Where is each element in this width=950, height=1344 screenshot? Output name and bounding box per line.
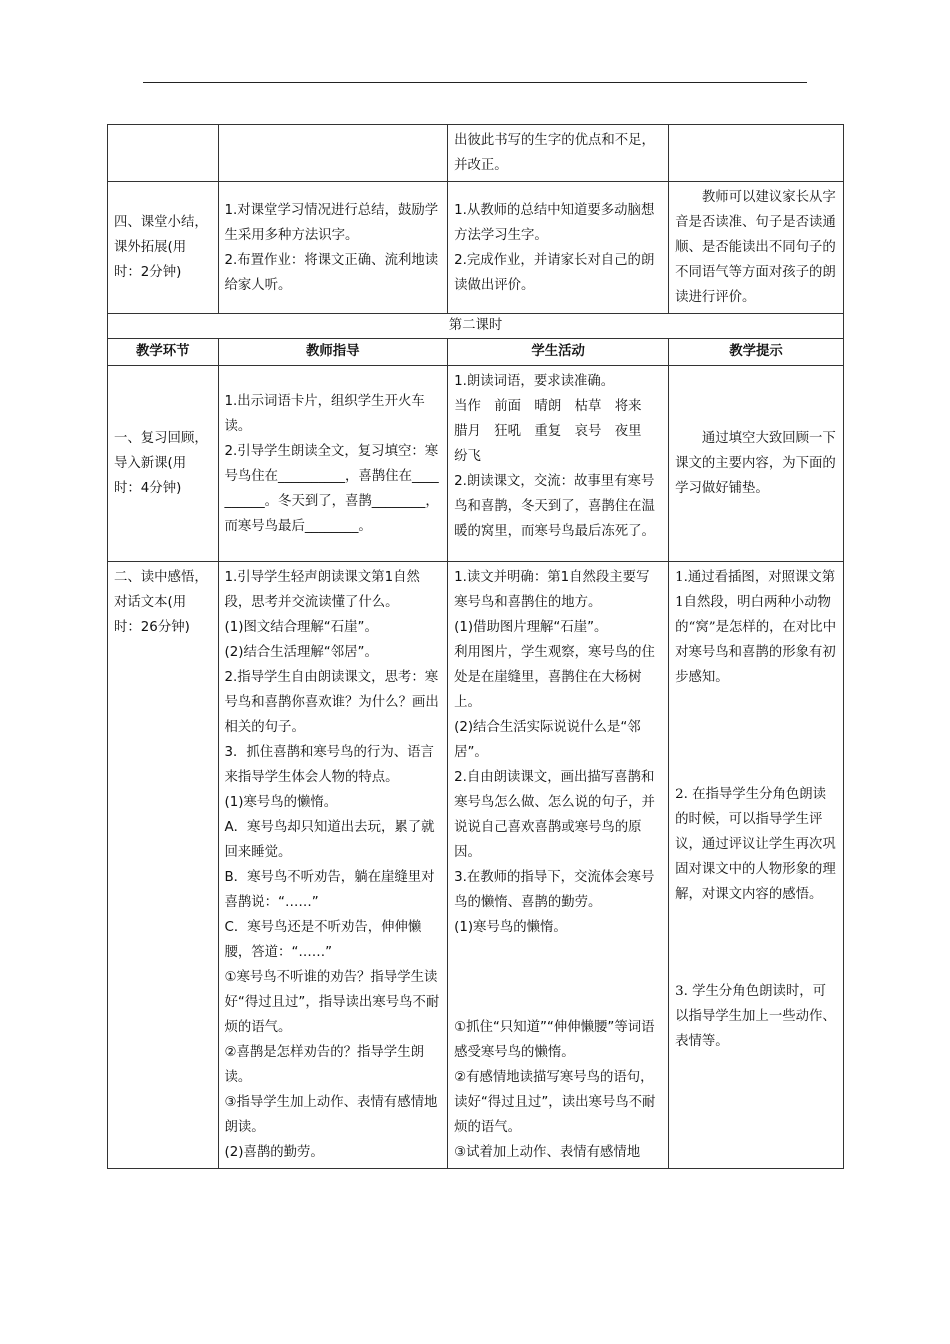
student-cell — [448, 562, 669, 1169]
student-text: 2.朗读课文，交流：故事里有寒号鸟和喜鹊，冬天到了，喜鹊住在温暖的窝里，而寒号鸟最后冻死了。 — [454, 474, 655, 539]
header-row — [108, 339, 844, 366]
tips-cell — [669, 125, 844, 182]
student-text: 2.自由朗读课文，画出描写喜鹊和寒号鸟怎么做、怎么说的句子，并说说自己喜欢喜鹊或寒号鸟的原因。 — [454, 770, 655, 860]
teacher-text: (2)喜鹊的勤劳。 — [224, 1145, 324, 1160]
stage-cell: 一、复习回顾，导入新课(用时：4分钟) — [108, 366, 219, 562]
table-row — [108, 366, 844, 562]
header-teacher: 教师指导 — [218, 339, 448, 366]
tips-text: 教师可以建议家长从字音是否读准、句子是否读通顺、是否能读出不同句子的不同语气等方面对孩子的朗读进行评价。 — [675, 190, 836, 305]
header-rule — [143, 82, 807, 83]
tips-text: 1.通过看插图，对照课文第1自然段，明白两种小动物的“窝”是怎样的，在对比中对寒号鸟和喜鹊的形象有初步感知。 — [675, 570, 837, 685]
student-text: (2)结合生活实际说说什么是“邻居”。 — [454, 720, 641, 760]
student-cell — [448, 366, 669, 562]
header-stage: 教学环节 — [108, 339, 219, 366]
student-cell — [448, 182, 669, 314]
student-text: (1)寒号鸟的懒惰。 — [454, 920, 567, 935]
header-tips: 教学提示 — [669, 339, 844, 366]
student-text: 腊月 狂吼 重复 哀号 夜里 — [454, 424, 642, 439]
teacher-text: (1)图文结合理解“石崖”。 — [224, 620, 378, 635]
header-student: 学生活动 — [448, 339, 669, 366]
teacher-text: (1)寒号鸟的懒惰。 — [224, 795, 338, 810]
student-text: ③试着加上动作、表情有感情地 — [454, 1145, 641, 1160]
teacher-text: 1.对课堂学习情况进行总结，鼓励学生采用多种方法识字。 — [224, 202, 439, 243]
stage-cell: 二、读中感悟，对话文本(用时：26分钟) — [108, 562, 219, 1169]
student-text: 1.读文并明确：第1自然段主要写寒号鸟和喜鹊住的地方。 — [454, 570, 650, 610]
session-title: 第二课时 — [108, 314, 844, 339]
student-text: (1)借助图片理解“石崖”。 — [454, 620, 608, 635]
student-text: 出彼此书写的生字的优点和不足，并改正。 — [454, 133, 655, 173]
student-text: ①抓住“只知道”“伸伸懒腰”等词语感受寒号鸟的懒惰。 — [454, 1020, 655, 1060]
lesson-plan-table — [107, 124, 844, 1169]
table-row — [108, 125, 844, 182]
teacher-text: 1.出示词语卡片，组织学生开火车读。 — [224, 393, 425, 434]
spacer — [675, 907, 837, 979]
teacher-cell — [218, 366, 448, 562]
teacher-text: 2.布置作业：将课文正确、流利地读给家人听。 — [224, 252, 439, 293]
teacher-cell — [218, 125, 448, 182]
stage-cell: 四、课堂小结，课外拓展(用时：2分钟) — [108, 182, 219, 314]
student-text: 当作 前面 晴朗 枯草 将来 — [454, 399, 642, 414]
teacher-text: 1.引导学生轻声朗读课文第1自然段，思考并交流读懂了什么。 — [224, 570, 420, 610]
tips-cell — [669, 182, 844, 314]
teacher-text: C．寒号鸟还是不听劝告，伸伸懒腰，答道：“……” — [224, 920, 422, 960]
tips-text: 2. 在指导学生分角色朗读的时候，可以指导学生评议，通过评议让学生再次巩固对课文中的人物形象的理解，对课文内容的感悟。 — [675, 787, 836, 902]
stage-cell — [108, 125, 219, 182]
teacher-cell — [218, 182, 448, 314]
session-row — [108, 314, 844, 339]
student-text: 1.从教师的总结中知道要多动脑想方法学习生字。 — [454, 202, 655, 243]
teacher-text: 2.指导学生自由朗读课文，思考：寒号鸟和喜鹊你喜欢谁？为什么？画出相关的句子。 — [224, 670, 439, 735]
spacer — [454, 940, 662, 1015]
spacer — [675, 690, 837, 782]
tips-cell — [669, 366, 844, 562]
teacher-text: 2.引导学生朗读全文，复习填空：寒号鸟住在__________，喜鹊住在__________。冬天到了，喜鹊________，而寒号鸟最后________。 — [224, 443, 439, 534]
teacher-text: B．寒号鸟不听劝告，躺在崖缝里对喜鹊说：“……” — [224, 870, 435, 910]
student-text: 纷飞 — [454, 449, 481, 464]
teacher-text: ①寒号鸟不听谁的劝告？指导学生读好“得过且过”，指导读出寒号鸟不耐烦的语气。 — [224, 970, 440, 1035]
teacher-text: ②喜鹊是怎样劝告的？指导学生朗读。 — [224, 1045, 424, 1085]
student-cell — [448, 125, 669, 182]
student-text: 2.完成作业，并请家长对自己的朗读做出评价。 — [454, 252, 655, 293]
student-text: 利用图片，学生观察，寒号鸟的住处是在崖缝里，喜鹊住在大杨树上。 — [454, 645, 655, 710]
teacher-cell — [218, 562, 448, 1169]
teacher-text: ③指导学生加上动作、表情有感情地朗读。 — [224, 1095, 438, 1135]
teacher-text: (2)结合生活理解“邻居”。 — [224, 645, 378, 660]
table-row — [108, 182, 844, 314]
tips-text: 通过填空大致回顾一下课文的主要内容，为下面的学习做好铺垫。 — [675, 431, 836, 496]
tips-text: 3. 学生分角色朗读时，可以指导学生加上一些动作、表情等。 — [675, 984, 836, 1049]
table-row — [108, 562, 844, 1169]
student-text: 3.在教师的指导下，交流体会寒号鸟的懒惰、喜鹊的勤劳。 — [454, 870, 655, 910]
teacher-text: A．寒号鸟却只知道出去玩，累了就回来睡觉。 — [224, 820, 435, 860]
teacher-text: 3．抓住喜鹊和寒号鸟的行为、语言来指导学生体会人物的特点。 — [224, 745, 434, 785]
tips-cell — [669, 562, 844, 1169]
student-text: 1.朗读词语，要求读准确。 — [454, 374, 615, 389]
student-text: ②有感情地读描写寒号鸟的语句，读好“得过且过”，读出寒号鸟不耐烦的语气。 — [454, 1070, 656, 1135]
